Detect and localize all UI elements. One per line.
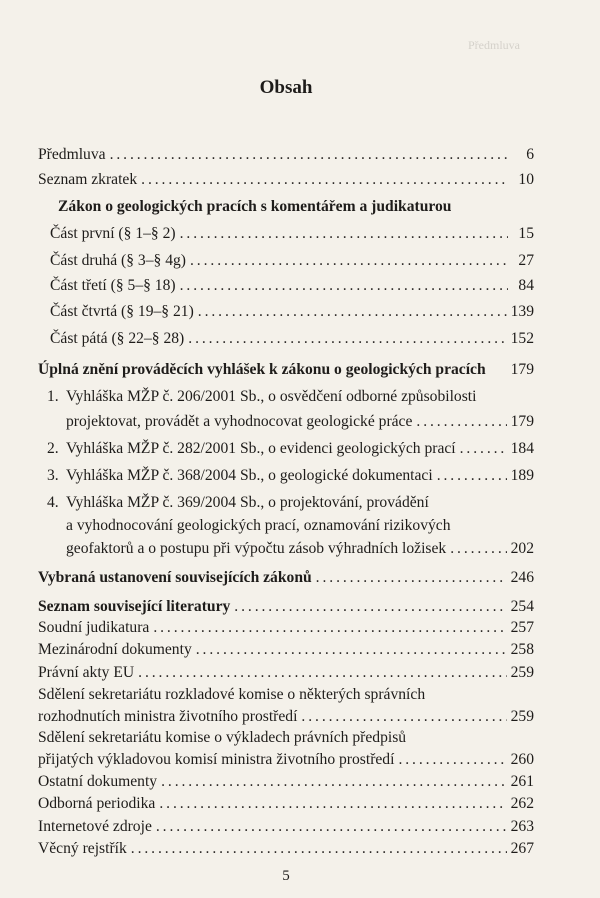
toc-page-number: 15 xyxy=(518,225,534,242)
dot-leader xyxy=(437,464,507,488)
dot-leader xyxy=(198,300,507,324)
toc-page-number: 189 xyxy=(510,467,534,484)
toc-entry-line: Sdělení sekretariátu rozkladové komise o některých správních xyxy=(38,686,426,703)
toc-entry-internetove-zdroje xyxy=(38,815,534,839)
toc-entry-label: Věcný rejstřík xyxy=(38,840,127,857)
toc-page-number: 260 xyxy=(510,751,534,768)
dot-leader xyxy=(153,616,506,640)
toc-entry-label: geofaktorů a o postupu při výpočtu zásob výhradních ložisek xyxy=(66,540,447,557)
toc-entry-label: Vybraná ustanovení souvisejících zákonů xyxy=(38,569,312,586)
list-number: 2. xyxy=(47,440,59,457)
dot-leader xyxy=(138,661,506,685)
toc-entry-zkratky xyxy=(38,168,534,192)
toc-entry-cast-5 xyxy=(50,327,534,351)
toc-page-number: 258 xyxy=(510,641,534,658)
dot-leader xyxy=(159,792,506,816)
toc-entry-vyhlaska-3 xyxy=(66,464,534,488)
toc-entry-vyhlaska-1 xyxy=(66,410,534,434)
toc-page-number: 246 xyxy=(510,569,534,586)
toc-page-number: 84 xyxy=(518,277,534,294)
toc-entry-label: Část třetí (§ 5–§ 18) xyxy=(50,277,176,294)
toc-entry-label: Úplná znění prováděcích vyhlášek k zákonu o geologických pracích xyxy=(38,361,486,378)
toc-entry-label: Ostatní dokumenty xyxy=(38,773,158,790)
dot-leader xyxy=(316,566,507,590)
toc-entry-label: Odborná periodika xyxy=(38,795,156,812)
toc-page-number: 259 xyxy=(510,708,534,725)
dot-leader xyxy=(180,274,508,298)
toc-entry-label: Část druhá (§ 3–§ 4g) xyxy=(50,252,186,269)
toc-entry-label: rozhodnutích ministra životního prostředí xyxy=(38,708,298,725)
page-number: 5 xyxy=(282,868,290,884)
toc-page-number: 27 xyxy=(518,252,534,269)
toc-page-number: 267 xyxy=(510,840,534,857)
dot-leader xyxy=(190,249,508,273)
toc-page-number: 139 xyxy=(510,303,534,320)
toc-entry-sdeleni-vykladove-komise xyxy=(38,748,534,772)
toc-section-heading-vyhlasky xyxy=(38,358,534,382)
toc-entry-cast-3 xyxy=(50,274,534,298)
toc-entry-mezinarodni-dokumenty xyxy=(38,638,534,662)
toc-entry-label: Seznam zkratek xyxy=(38,171,138,188)
toc-page-number: 259 xyxy=(510,664,534,681)
toc-entry-label: Právní akty EU xyxy=(38,664,135,681)
dot-leader xyxy=(188,327,506,351)
show-through-text: Předmluva xyxy=(468,38,520,52)
toc-entry-line: Vyhláška MŽP č. 369/2004 Sb., o projektování, provádění xyxy=(66,494,429,511)
toc-page-number: 263 xyxy=(510,818,534,835)
toc-page-number: 179 xyxy=(510,413,534,430)
toc-page-number: 254 xyxy=(510,598,534,615)
dot-leader xyxy=(110,143,508,167)
dot-leader xyxy=(460,437,507,461)
toc-entry-label: Seznam související literatury xyxy=(38,598,231,615)
toc-page-number: 257 xyxy=(510,619,534,636)
toc-page-number: 152 xyxy=(510,330,534,347)
toc-entry-ostatni-dokumenty xyxy=(38,770,534,794)
dot-leader xyxy=(416,410,506,434)
toc-page-number: 202 xyxy=(510,540,534,557)
toc-page-number: 10 xyxy=(518,171,534,188)
toc-entry-predmluva xyxy=(38,143,534,167)
toc-entry-label: Část první (§ 1–§ 2) xyxy=(50,225,176,242)
toc-entry-label: Část čtvrtá (§ 19–§ 21) xyxy=(50,303,194,320)
toc-entry-vyhlaska-2 xyxy=(66,437,534,461)
dot-leader xyxy=(156,815,507,839)
toc-entry-label: Předmluva xyxy=(38,146,106,163)
toc-entry-label: Internetové zdroje xyxy=(38,818,152,835)
toc-entry-line: a vyhodnocování geologických prací, oznamování rizikových xyxy=(66,517,451,534)
toc-entry-cast-4 xyxy=(50,300,534,324)
toc-page-number: 179 xyxy=(510,361,534,378)
page-title: Obsah xyxy=(259,77,313,98)
toc-page-number: 261 xyxy=(510,773,534,790)
toc-entry-odborna-periodika xyxy=(38,792,534,816)
toc-entry-vybrana-ustanoveni xyxy=(38,566,534,590)
toc-entry-pravni-akty-eu xyxy=(38,661,534,685)
dot-leader xyxy=(398,748,506,772)
toc-section-heading-zakon: Zákon o geologických pracích s komentářem a judikaturou xyxy=(58,198,452,215)
list-number: 4. xyxy=(47,494,59,511)
toc-entry-line: Sdělení sekretariátu komise o výkladech právních předpisů xyxy=(38,729,407,746)
toc-page-number: 184 xyxy=(510,440,534,457)
toc-entry-label: projektovat, provádět a vyhodnocovat geologické práce xyxy=(66,413,413,430)
toc-entry-label: přijatých výkladovou komisí ministra životního prostředí xyxy=(38,751,395,768)
list-number: 1. xyxy=(47,388,59,405)
toc-entry-cast-1 xyxy=(50,222,534,246)
toc-entry-vecny-rejstrik xyxy=(38,837,534,861)
dot-leader xyxy=(450,537,506,561)
dot-leader xyxy=(131,837,507,861)
list-number: 3. xyxy=(47,467,59,484)
toc-entry-line: Vyhláška MŽP č. 206/2001 Sb., o osvědčení odborné způsobilosti xyxy=(66,388,477,405)
toc-entry-label: Vyhláška MŽP č. 282/2001 Sb., o evidenci geologických prací xyxy=(66,440,456,457)
toc-entry-soudni-judikatura xyxy=(38,616,534,640)
toc-page-number: 6 xyxy=(526,146,534,163)
toc-entry-label: Soudní judikatura xyxy=(38,619,150,636)
dot-leader xyxy=(180,222,508,246)
toc-entry-label: Vyhláška MŽP č. 368/2004 Sb., o geologické dokumentaci xyxy=(66,467,433,484)
toc-page-number: 262 xyxy=(510,795,534,812)
dot-leader xyxy=(141,168,508,192)
dot-leader xyxy=(196,638,507,662)
toc-entry-cast-2 xyxy=(50,249,534,273)
toc-entry-vyhlaska-4 xyxy=(66,537,534,561)
toc-entry-label: Část pátá (§ 22–§ 28) xyxy=(50,330,185,347)
toc-entry-label: Mezinárodní dokumenty xyxy=(38,641,192,658)
dot-leader xyxy=(161,770,507,794)
